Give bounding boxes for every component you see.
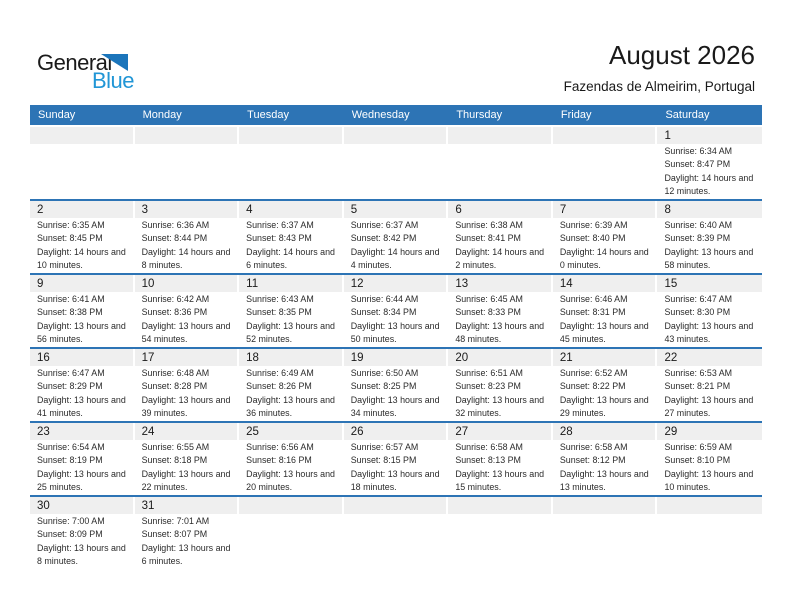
day-details <box>30 292 135 347</box>
day-sunrise: Sunrise: 6:36 AM <box>141 220 210 230</box>
day-cell <box>135 275 240 347</box>
day-number: 27 <box>448 423 551 440</box>
day-details <box>448 218 553 273</box>
day-details <box>239 292 344 347</box>
weekday-header-friday: Friday <box>560 109 592 121</box>
day-sunrise: Sunrise: 6:55 AM <box>141 442 210 452</box>
day-sunset: Sunset: 8:42 PM <box>350 233 417 244</box>
day-sunrise: Sunrise: 6:52 AM <box>559 368 628 378</box>
day-cell <box>553 423 658 495</box>
day-sunset: Sunset: 8:31 PM <box>559 307 626 318</box>
day-details <box>344 440 449 495</box>
day-number: 19 <box>344 349 447 366</box>
day-details <box>135 440 240 495</box>
empty-band <box>553 127 656 144</box>
day-daylight: Daylight: 13 hours and 36 minutes. <box>246 394 335 419</box>
day-number: 8 <box>657 201 762 218</box>
day-number: 4 <box>239 201 342 218</box>
day-sunrise: Sunrise: 6:51 AM <box>455 368 523 378</box>
day-number: 17 <box>135 349 238 366</box>
day-daylight: Daylight: 13 hours and 32 minutes. <box>455 394 545 419</box>
day-number: 11 <box>239 275 342 292</box>
day-number: 28 <box>553 423 656 440</box>
day-details <box>553 292 658 347</box>
day-details <box>448 440 553 495</box>
day-daylight: Daylight: 14 hours and 2 minutes. <box>455 246 545 271</box>
day-daylight: Daylight: 14 hours and 0 minutes. <box>559 246 649 271</box>
day-details <box>135 292 240 347</box>
weekday-header-wednesday: Wednesday <box>351 109 410 121</box>
day-sunrise: Sunrise: 6:43 AM <box>246 294 314 304</box>
day-sunset: Sunset: 8:23 PM <box>455 381 521 392</box>
day-daylight: Daylight: 13 hours and 39 minutes. <box>141 394 231 419</box>
day-details <box>657 144 762 199</box>
day-sunset: Sunset: 8:29 PM <box>37 381 103 392</box>
logo-text-general: General <box>37 50 112 75</box>
empty-band <box>239 127 342 144</box>
weekday-header-sunday: Sunday <box>38 109 76 121</box>
day-daylight: Daylight: 13 hours and 50 minutes. <box>350 320 440 345</box>
day-number: 2 <box>30 201 133 218</box>
day-number: 26 <box>344 423 447 440</box>
day-sunset: Sunset: 8:18 PM <box>141 455 208 466</box>
weekday-header-tuesday: Tuesday <box>247 109 289 121</box>
day-daylight: Daylight: 13 hours and 45 minutes. <box>559 320 649 345</box>
week-row <box>30 273 762 347</box>
week-row <box>30 199 762 273</box>
empty-cell <box>344 127 449 199</box>
day-daylight: Daylight: 14 hours and 12 minutes. <box>664 172 754 197</box>
day-daylight: Daylight: 13 hours and 18 minutes. <box>350 468 440 493</box>
day-daylight: Daylight: 14 hours and 8 minutes. <box>141 246 231 271</box>
day-sunset: Sunset: 8:44 PM <box>141 233 208 244</box>
day-sunset: Sunset: 8:09 PM <box>37 529 103 540</box>
day-cell <box>30 201 135 273</box>
day-cell <box>30 497 135 585</box>
day-details <box>344 218 449 273</box>
day-cell <box>553 201 658 273</box>
day-details <box>657 366 762 421</box>
day-sunset: Sunset: 8:30 PM <box>664 307 731 318</box>
general-blue-logo <box>37 48 147 94</box>
week-row <box>30 127 762 199</box>
day-sunset: Sunset: 8:25 PM <box>350 381 417 392</box>
weekday-header-row <box>30 105 762 125</box>
day-cell <box>657 201 762 273</box>
day-cell <box>448 423 553 495</box>
day-sunrise: Sunrise: 6:56 AM <box>246 442 314 452</box>
weekday-header-thursday: Thursday <box>456 109 503 121</box>
day-cell <box>657 423 762 495</box>
day-daylight: Daylight: 13 hours and 27 minutes. <box>664 394 754 419</box>
day-daylight: Daylight: 14 hours and 10 minutes. <box>37 246 126 271</box>
day-number: 15 <box>657 275 762 292</box>
empty-band <box>239 497 342 514</box>
day-sunset: Sunset: 8:41 PM <box>455 233 521 244</box>
week-row <box>30 421 762 495</box>
day-number: 6 <box>448 201 551 218</box>
day-sunrise: Sunrise: 6:58 AM <box>455 442 523 452</box>
day-sunset: Sunset: 8:07 PM <box>141 529 208 540</box>
page-subtitle: Fazendas de Almeirim, Portugal <box>563 79 755 94</box>
day-details <box>657 292 762 347</box>
day-sunset: Sunset: 8:19 PM <box>37 455 103 466</box>
day-cell <box>448 349 553 421</box>
day-daylight: Daylight: 13 hours and 15 minutes. <box>455 468 545 493</box>
day-cell <box>239 423 344 495</box>
day-sunrise: Sunrise: 6:58 AM <box>559 442 628 452</box>
day-sunrise: Sunrise: 6:45 AM <box>455 294 523 304</box>
day-details <box>239 440 344 495</box>
day-cell <box>135 349 240 421</box>
day-cell <box>30 423 135 495</box>
empty-band <box>344 497 447 514</box>
day-details <box>448 292 553 347</box>
day-number: 22 <box>657 349 762 366</box>
day-details <box>135 218 240 273</box>
empty-cell <box>657 497 762 585</box>
day-sunrise: Sunrise: 6:35 AM <box>37 220 105 230</box>
weekday-header-monday: Monday <box>142 109 182 121</box>
day-sunrise: Sunrise: 6:44 AM <box>350 294 419 304</box>
empty-band <box>30 127 133 144</box>
day-sunrise: Sunrise: 6:54 AM <box>37 442 105 452</box>
day-sunset: Sunset: 8:45 PM <box>37 233 103 244</box>
day-number: 18 <box>239 349 342 366</box>
day-sunrise: Sunrise: 6:47 AM <box>37 368 105 378</box>
day-sunset: Sunset: 8:21 PM <box>664 381 731 392</box>
day-sunrise: Sunrise: 6:59 AM <box>664 442 733 452</box>
day-cell <box>30 349 135 421</box>
day-cell <box>657 349 762 421</box>
day-cell <box>448 275 553 347</box>
day-details <box>135 514 240 569</box>
empty-cell <box>30 127 135 199</box>
day-cell <box>239 349 344 421</box>
day-sunset: Sunset: 8:28 PM <box>141 381 208 392</box>
day-number: 30 <box>30 497 133 514</box>
day-daylight: Daylight: 13 hours and 41 minutes. <box>37 394 126 419</box>
empty-cell <box>553 127 658 199</box>
day-number: 21 <box>553 349 656 366</box>
day-cell <box>657 275 762 347</box>
day-daylight: Daylight: 13 hours and 54 minutes. <box>141 320 231 345</box>
day-sunset: Sunset: 8:36 PM <box>141 307 208 318</box>
day-sunrise: Sunrise: 6:41 AM <box>37 294 105 304</box>
day-sunset: Sunset: 8:47 PM <box>664 159 731 170</box>
day-daylight: Daylight: 13 hours and 10 minutes. <box>664 468 754 493</box>
day-number: 10 <box>135 275 238 292</box>
day-number: 20 <box>448 349 551 366</box>
day-cell <box>344 349 449 421</box>
day-sunset: Sunset: 8:43 PM <box>246 233 312 244</box>
day-details <box>657 218 762 273</box>
day-daylight: Daylight: 13 hours and 13 minutes. <box>559 468 649 493</box>
day-sunrise: Sunrise: 6:57 AM <box>350 442 419 452</box>
calendar-grid <box>30 105 762 585</box>
empty-cell <box>344 497 449 585</box>
empty-cell <box>448 127 553 199</box>
day-sunrise: Sunrise: 6:38 AM <box>455 220 523 230</box>
day-daylight: Daylight: 13 hours and 8 minutes. <box>37 542 126 567</box>
day-sunrise: Sunrise: 6:53 AM <box>664 368 733 378</box>
day-cell <box>135 201 240 273</box>
day-number: 1 <box>657 127 762 144</box>
logo-text-blue: Blue <box>92 68 135 93</box>
page-title: August 2026 <box>608 40 755 70</box>
empty-band <box>657 497 762 514</box>
day-number: 25 <box>239 423 342 440</box>
day-sunrise: Sunrise: 6:46 AM <box>559 294 628 304</box>
day-details <box>657 440 762 495</box>
day-cell <box>448 201 553 273</box>
day-cell <box>30 275 135 347</box>
day-cell <box>553 349 658 421</box>
day-details <box>553 366 658 421</box>
day-sunrise: Sunrise: 7:01 AM <box>141 516 210 526</box>
day-sunrise: Sunrise: 6:48 AM <box>141 368 210 378</box>
empty-cell <box>448 497 553 585</box>
day-number: 24 <box>135 423 238 440</box>
week-row <box>30 347 762 421</box>
day-daylight: Daylight: 13 hours and 58 minutes. <box>664 246 754 271</box>
day-sunrise: Sunrise: 6:39 AM <box>559 220 628 230</box>
day-details <box>553 440 658 495</box>
day-sunset: Sunset: 8:38 PM <box>37 307 103 318</box>
day-cell <box>344 275 449 347</box>
day-details <box>30 440 135 495</box>
day-number: 16 <box>30 349 133 366</box>
day-details <box>30 218 135 273</box>
day-daylight: Daylight: 13 hours and 20 minutes. <box>246 468 335 493</box>
day-number: 12 <box>344 275 447 292</box>
day-cell <box>344 423 449 495</box>
day-sunrise: Sunrise: 7:00 AM <box>37 516 105 526</box>
day-sunset: Sunset: 8:34 PM <box>350 307 417 318</box>
day-cell <box>344 201 449 273</box>
day-number: 5 <box>344 201 447 218</box>
day-number: 23 <box>30 423 133 440</box>
empty-cell <box>239 497 344 585</box>
day-sunrise: Sunrise: 6:37 AM <box>246 220 314 230</box>
day-daylight: Daylight: 14 hours and 6 minutes. <box>246 246 335 271</box>
day-daylight: Daylight: 13 hours and 52 minutes. <box>246 320 335 345</box>
day-daylight: Daylight: 13 hours and 43 minutes. <box>664 320 754 345</box>
day-sunrise: Sunrise: 6:37 AM <box>350 220 419 230</box>
day-sunrise: Sunrise: 6:49 AM <box>246 368 314 378</box>
day-sunrise: Sunrise: 6:47 AM <box>664 294 733 304</box>
day-sunset: Sunset: 8:16 PM <box>246 455 312 466</box>
day-daylight: Daylight: 13 hours and 22 minutes. <box>141 468 231 493</box>
day-number: 31 <box>135 497 238 514</box>
day-details <box>30 366 135 421</box>
day-number: 9 <box>30 275 133 292</box>
day-sunset: Sunset: 8:15 PM <box>350 455 417 466</box>
day-sunset: Sunset: 8:33 PM <box>455 307 521 318</box>
week-row <box>30 495 762 585</box>
day-number: 13 <box>448 275 551 292</box>
day-sunrise: Sunrise: 6:42 AM <box>141 294 210 304</box>
empty-band <box>135 127 238 144</box>
day-sunset: Sunset: 8:39 PM <box>664 233 731 244</box>
day-sunrise: Sunrise: 6:34 AM <box>664 146 733 156</box>
empty-cell <box>239 127 344 199</box>
day-number: 3 <box>135 201 238 218</box>
day-sunset: Sunset: 8:40 PM <box>559 233 626 244</box>
day-sunset: Sunset: 8:22 PM <box>559 381 626 392</box>
day-cell <box>135 497 240 585</box>
day-cell <box>239 201 344 273</box>
day-sunrise: Sunrise: 6:50 AM <box>350 368 419 378</box>
day-cell <box>135 423 240 495</box>
day-details <box>135 366 240 421</box>
day-daylight: Daylight: 13 hours and 25 minutes. <box>37 468 126 493</box>
day-daylight: Daylight: 13 hours and 56 minutes. <box>37 320 126 345</box>
day-cell <box>239 275 344 347</box>
day-cell <box>553 275 658 347</box>
calendar-weeks <box>30 127 762 585</box>
day-sunset: Sunset: 8:26 PM <box>246 381 312 392</box>
day-details <box>239 218 344 273</box>
empty-band <box>448 497 551 514</box>
day-sunset: Sunset: 8:35 PM <box>246 307 312 318</box>
day-sunset: Sunset: 8:13 PM <box>455 455 521 466</box>
day-daylight: Daylight: 13 hours and 34 minutes. <box>350 394 440 419</box>
day-details <box>553 218 658 273</box>
day-sunrise: Sunrise: 6:40 AM <box>664 220 733 230</box>
day-daylight: Daylight: 13 hours and 29 minutes. <box>559 394 649 419</box>
empty-cell <box>135 127 240 199</box>
day-sunset: Sunset: 8:12 PM <box>559 455 626 466</box>
day-number: 29 <box>657 423 762 440</box>
empty-band <box>448 127 551 144</box>
empty-cell <box>553 497 658 585</box>
day-details <box>448 366 553 421</box>
day-daylight: Daylight: 13 hours and 48 minutes. <box>455 320 545 345</box>
day-sunset: Sunset: 8:10 PM <box>664 455 731 466</box>
day-daylight: Daylight: 13 hours and 6 minutes. <box>141 542 231 567</box>
day-details <box>344 366 449 421</box>
weekday-header-saturday: Saturday <box>665 109 710 121</box>
empty-band <box>344 127 447 144</box>
day-details <box>30 514 135 569</box>
day-number: 7 <box>553 201 656 218</box>
day-number: 14 <box>553 275 656 292</box>
day-cell <box>657 127 762 199</box>
day-daylight: Daylight: 14 hours and 4 minutes. <box>350 246 440 271</box>
empty-band <box>553 497 656 514</box>
day-details <box>239 366 344 421</box>
day-details <box>344 292 449 347</box>
